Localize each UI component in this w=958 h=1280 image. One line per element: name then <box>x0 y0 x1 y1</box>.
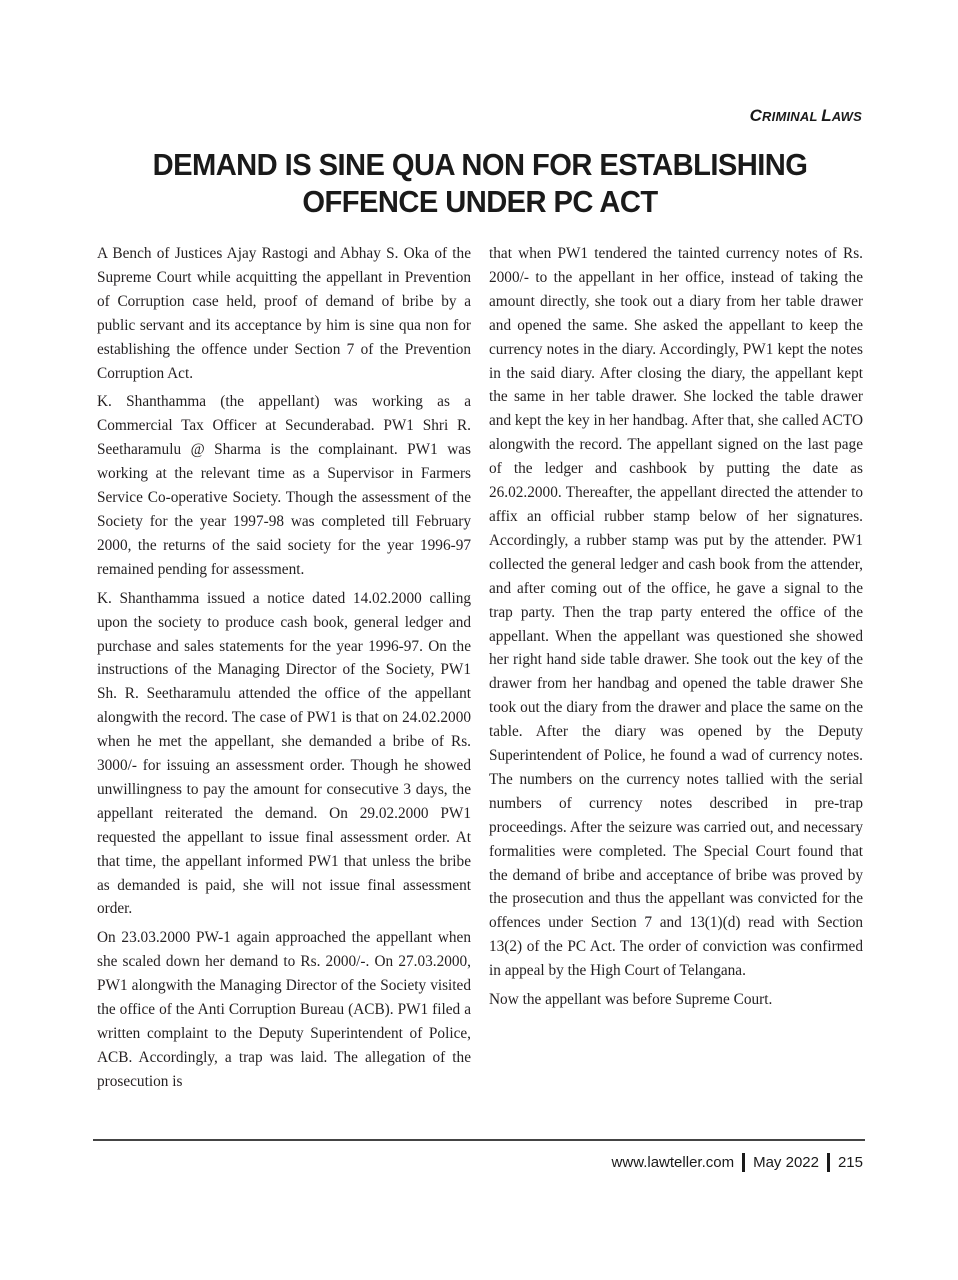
article-title-line-1: DEMAND IS SINE QUA NON FOR ESTABLISHING <box>152 147 808 182</box>
paragraph: that when PW1 tendered the tainted currency notes of Rs. 2000/- to the appellant in her office, instead of taking the amount directly, she took out a diary from her table drawer and opened the same. She asked the appellant to keep the currency notes in the diary. Accordingly, PW1 kept the notes in the said diary. After closing the diary, the appellant kept the same in her table drawer. She locked the table drawer and kept the key in her handbag. After that, she called ACTO alongwith the record. The appellant signed on the last page of the ledger and cashbook by putting the date as 26.02.2000. Thereafter, the appellant directed the attender to affix an official rubber stamp below of her signatures. Accordingly, a rubber stamp was put by the attender. PW1 collected the general ledger and cash book from the attender, and after coming out of the office, he gave a signal to the trap party. Then the trap party entered the office of the appellant. When the appellant was questioned she showed her right hand side table drawer. She took out the key of the drawer from her handbag and opened the table drawer She took out the diary from the drawer and place the same on the table. After the diary was opened by the Deputy Superintendent of Police, he found a wad of currency notes. The numbers on the currency notes tallied with the serial numbers of currency notes described in pre-trap proceedings. After the seizure was carried out, and necessary formalities were completed. The Special Court found that the demand of bribe and acceptance of bribe was proved by the prosecution and thus the appellant was convicted for the offences under Section 7 and 13(1)(d) read with Section 13(2) of the PC Act. The order of conviction was confirmed in appeal by the High Court of Telangana. <box>489 245 863 980</box>
paragraph: K. Shanthamma (the appellant) was working as a Commercial Tax Officer at Secunderabad. PW1 Shri R. Seetharamulu @ Sharma is the complainant. PW1 was working at the relevant time as a Supervisor in Farmers Service Co-operative Society. Though the assessment of the Society for the year 1997-98 was completed till February 2000, the returns of the said society for the year 1996-97 remained pending for assessment. <box>97 393 471 578</box>
article-title-line-2: OFFENCE UNDER PC ACT <box>302 184 658 219</box>
footer-divider <box>93 1139 865 1141</box>
section-label-rest-1: RIMINAL <box>762 109 822 124</box>
left-column <box>97 242 471 1099</box>
article-body <box>97 242 863 1099</box>
page-footer <box>612 1153 863 1172</box>
right-column <box>489 242 863 1099</box>
paragraph: On 23.03.2000 PW-1 again approached the appellant when she scaled down her demand to Rs. 2000/-. On 27.03.2000, PW1 alongwith the Managing Director of the Society visited the office of the Anti Corruption Bureau (ACB). PW1 filed a written complaint to the Deputy Superintendent of Police, ACB. Accordingly, a trap was laid. The allegation of the prosecution is <box>97 929 471 1090</box>
footer-separator <box>827 1153 830 1172</box>
footer-issue: May 2022 <box>753 1154 819 1171</box>
page-number: 215 <box>837 1154 863 1171</box>
article-title <box>113 146 846 220</box>
footer-separator <box>742 1153 745 1172</box>
paragraph: A Bench of Justices Ajay Rastogi and Abhay S. Oka of the Supreme Court while acquitting the appellant in Prevention of Corruption case held, proof of demand of bribe by a public servant and its acceptance by him is sine qua non for establishing the offence under Section 7 of the Prevention Corruption Act. <box>97 245 471 382</box>
section-label <box>750 106 862 126</box>
section-label-initial-2: L <box>821 106 832 125</box>
section-label-initial-1: C <box>749 106 763 125</box>
paragraph: Now the appellant was before Supreme Court. <box>489 991 773 1009</box>
footer-website-link[interactable]: www.lawteller.com <box>611 1154 735 1171</box>
paragraph: K. Shanthamma issued a notice dated 14.02.2000 calling upon the society to produce cash book, general ledger and purchase and sales statements for the year 1996-97. On the instructions of the Managing Director of the Society, PW1 Sh. R. Seetharamulu attended the office of the appellant alongwith the record. The case of PW1 is that on 24.02.2000 when he met the appellant, she demanded a bribe of Rs. 3000/- for issuing an assessment order. Though he showed unwillingness to pay the amount for consecutive 3 days, the appellant reiterated the demand. On 29.02.2000 PW1 requested the appellant to issue final assessment order. At that time, the appellant informed PW1 that unless the bribe as demanded is paid, she will not issue final assessment order. <box>97 589 471 918</box>
section-label-rest-2: AWS <box>831 109 862 124</box>
